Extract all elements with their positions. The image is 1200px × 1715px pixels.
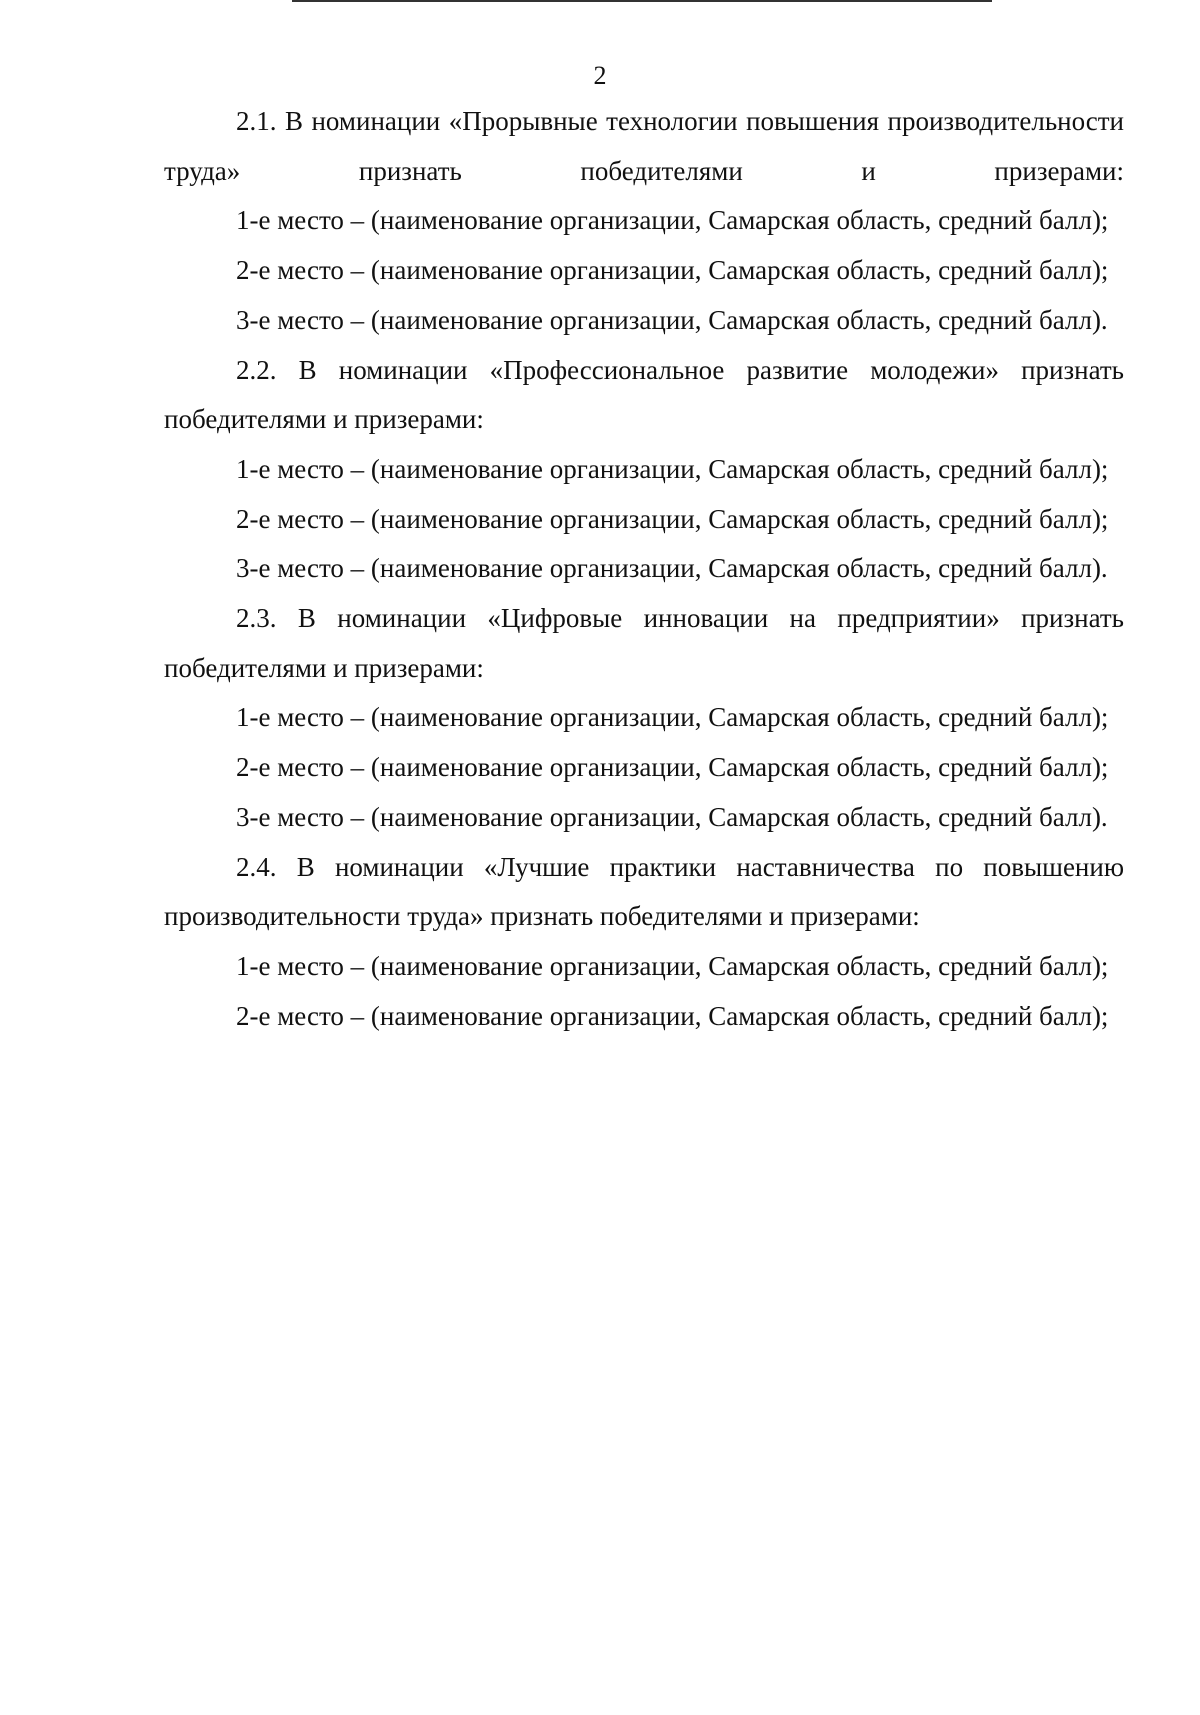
section-2-4-place-2: 2-е место – (наименование организации, Самарская область, средний балл); [236,1000,1109,1031]
section-2-3-place-1: 1-е место – (наименование организации, Самарская область, средний балл); [236,702,1109,733]
section-2-2-place-2: 2-е место – (наименование организации, Самарская область, средний балл); [236,503,1109,534]
section-2-1-place-1: 1-е место – (наименование организации, Самарская область, средний балл); [236,205,1109,236]
section-2-2-heading: 2.2. В номинации «Профессиональное развитие молодежи» признать победителями и призерами: [164,354,1124,435]
section-2-3-place-2: 2-е место – (наименование организации, Самарская область, средний балл); [236,752,1109,783]
section-2-4-place-1: 1-е место – (наименование организации, Самарская область, средний балл); [236,950,1109,981]
top-rule [292,0,992,2]
document-body [164,97,1124,1041]
section-2-1-heading: 2.1. В номинации «Прорывные технологии повышения производительности труда» признать победителями и призерами: [164,106,1124,186]
section-2-2-place-1: 1-е место – (наименование организации, Самарская область, средний балл); [236,453,1109,484]
section-2-3-place-3: 3-е место – (наименование организации, Самарская область, средний балл). [236,801,1108,832]
section-2-2-place-3: 3-е место – (наименование организации, Самарская область, средний балл). [236,553,1108,584]
section-2-4-heading: 2.4. В номинации «Лучшие практики наставничества по повышению производительности труда» признать победителями и призерами: [164,851,1124,932]
section-2-1-place-2: 2-е место – (наименование организации, Самарская область, средний балл); [236,255,1109,286]
page-number: 2 [593,61,607,90]
section-2-3-heading: 2.3. В номинации «Цифровые инновации на предприятии» признать победителями и призерами: [164,603,1124,683]
section-2-1-place-3: 3-е место – (наименование организации, Самарская область, средний балл). [236,304,1108,335]
